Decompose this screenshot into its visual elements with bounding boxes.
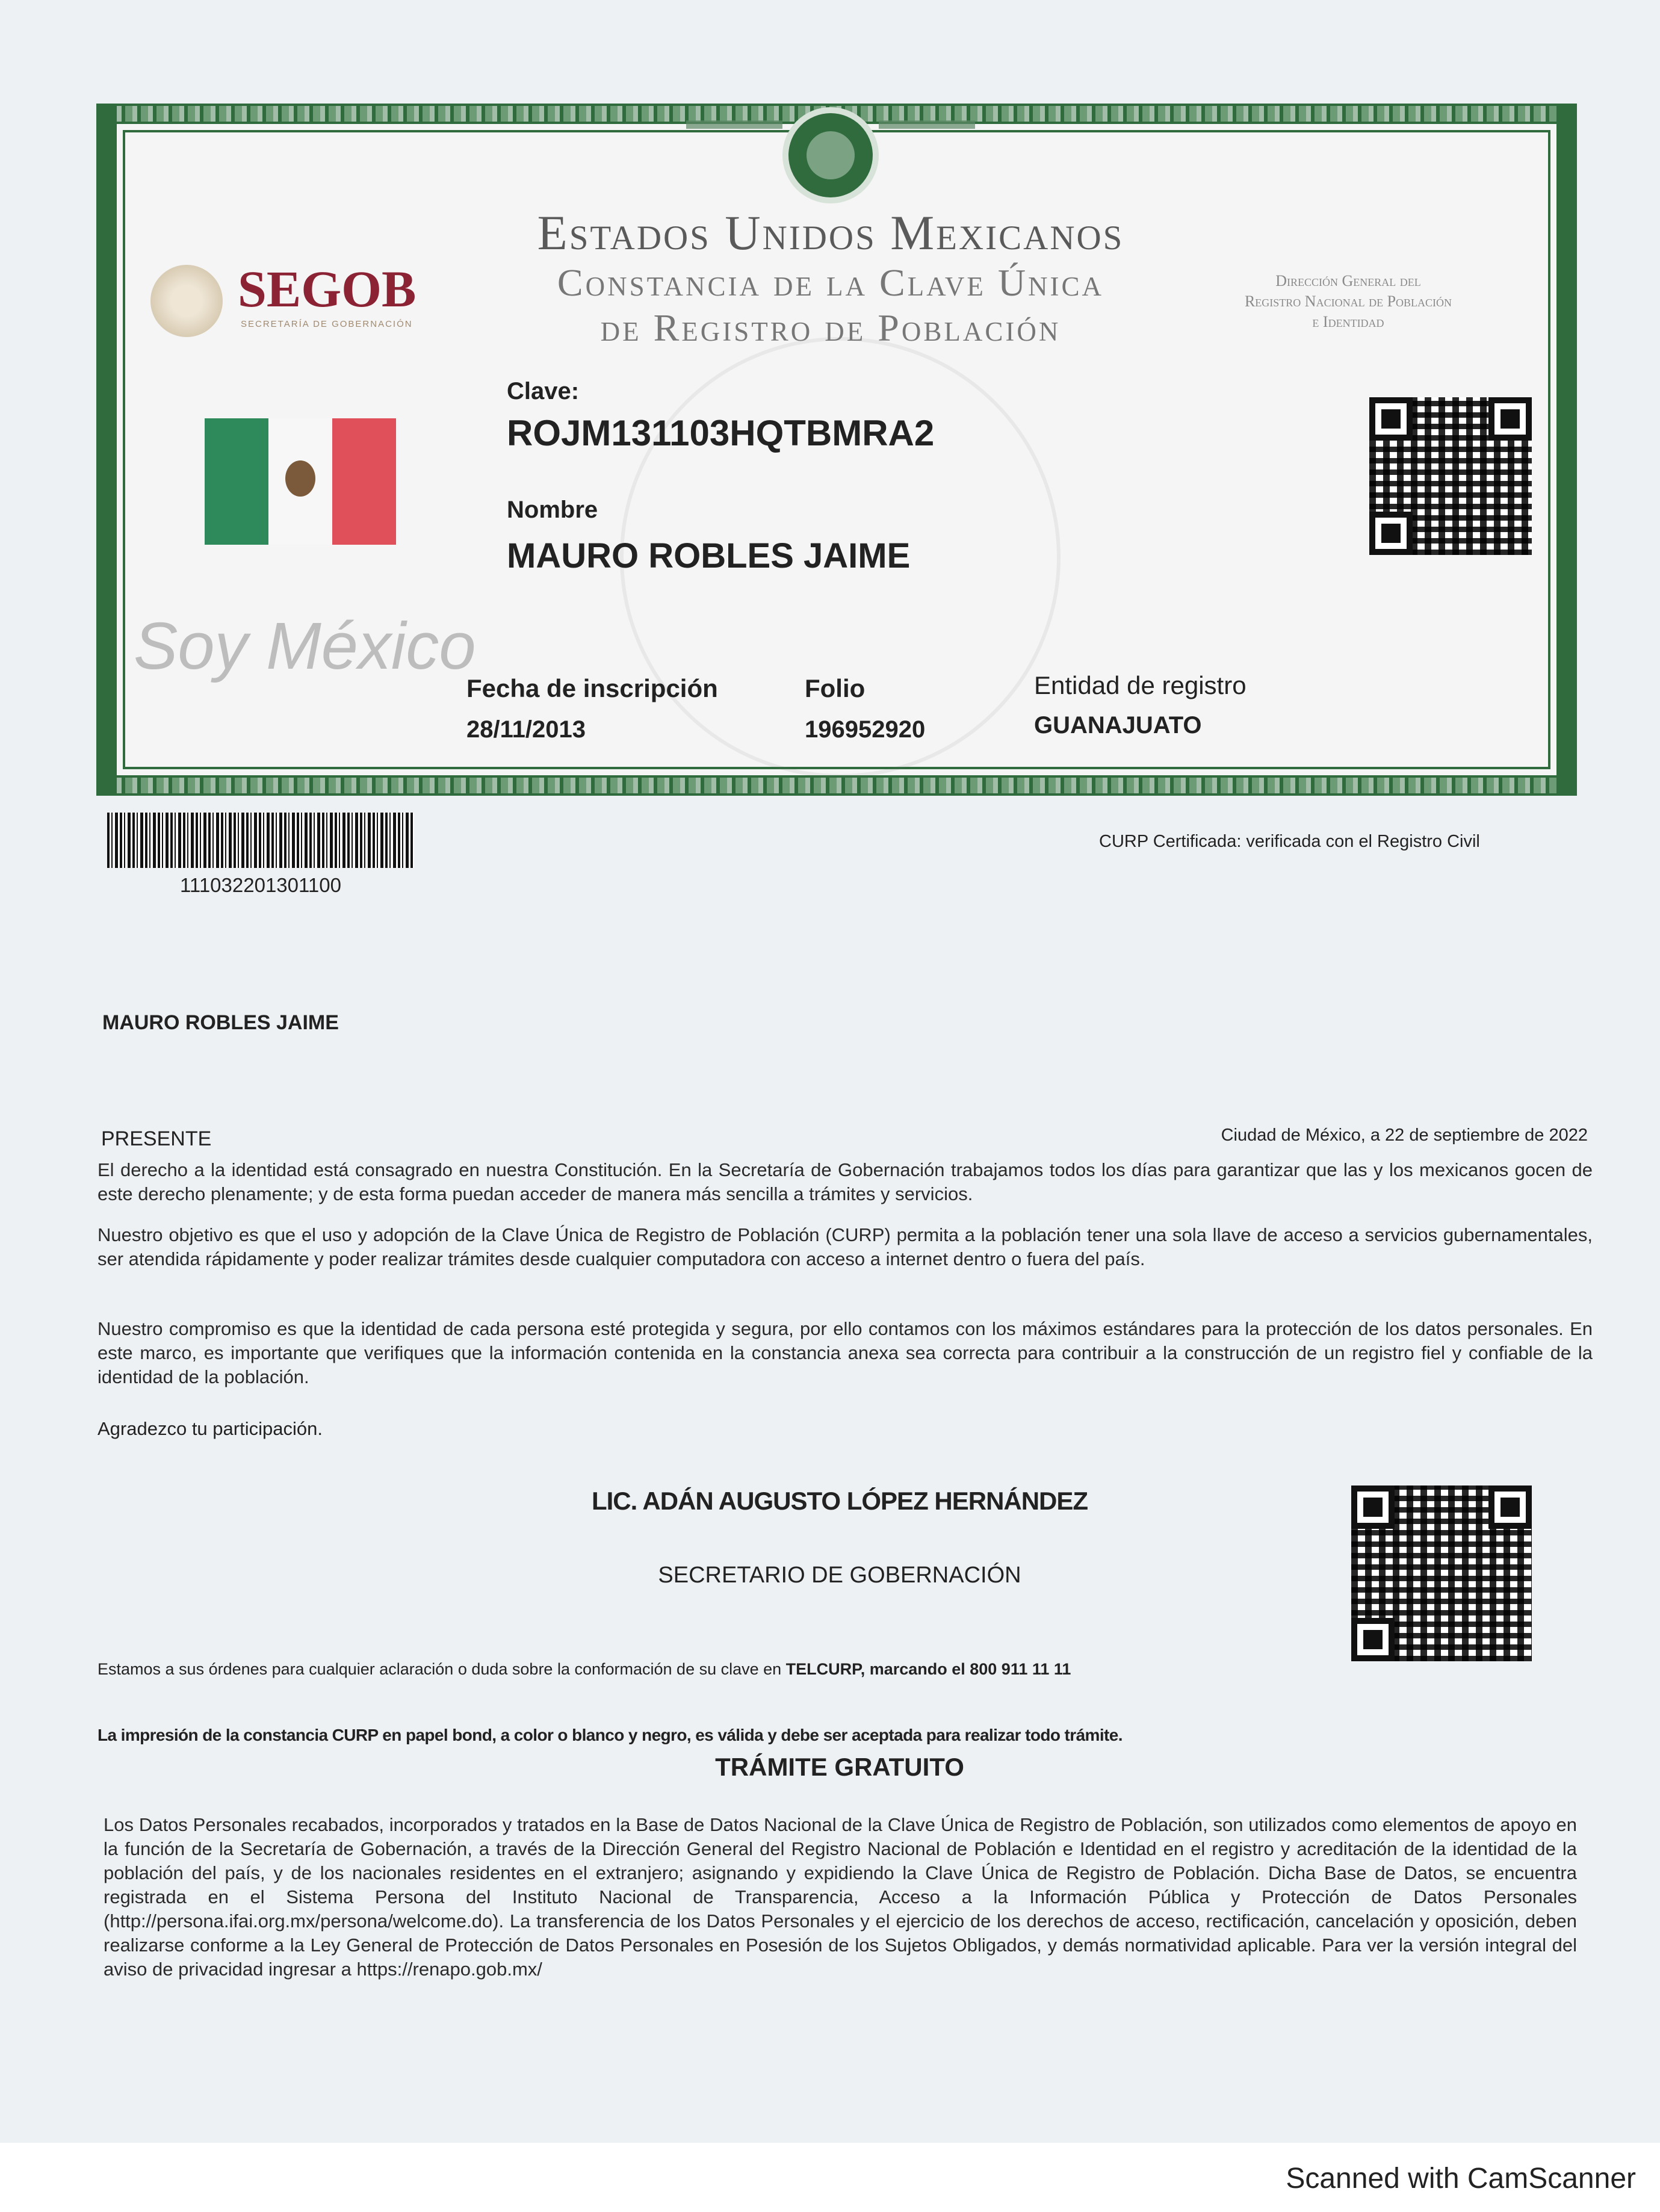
camscanner-label: Scanned with CamScanner <box>1286 2163 1636 2195</box>
certificate-qr-code <box>1369 397 1532 555</box>
folio-value: 196952920 <box>805 716 926 743</box>
country-title: Estados Unidos Mexicanos <box>537 205 1124 260</box>
nombre-value: MAURO ROBLES JAIME <box>507 536 911 575</box>
tramite-gratuito: TRÁMITE GRATUITO <box>715 1753 964 1781</box>
fecha-value: 28/11/2013 <box>466 716 586 743</box>
privacy-notice: Los Datos Personales recabados, incorporados y tratados en la Base de Datos Nacional de la Clave Única de Registro de Población, son utilizados como elementos de apoyo en la función de la Secretaría de Gobernación, a través de la Dirección General del Registro Nacional de Población e Identidad en el registro y acreditación de la identidad de la población del país, y de los nacionales residentes en el extranjero; asignando y expidiendo la Clave Única de Registro de Población. Dicha Base de Datos, se encuentra registrada en el Sistema Persona del Instituto Nacional de Transparencia, Acceso a la Información Pública y Protección de Datos Personales (http://persona.ifai.org.mx/persona/welcome.do). La transferencia de los Datos Personales y el ejercicio de los derechos de acceso, rectificación, cancelación y oposición, deben realizarse conforme a la Ley General de Protección de Datos Personales en Posesión de los Sujetos Obligados, y demás normatividad aplicable. Para ver la versión integral del aviso de privacidad ingresar a https://renapo.gob.mx/ <box>104 1814 1577 1980</box>
contact-line <box>98 1660 1071 1679</box>
entidad-label: Entidad de registro <box>1034 671 1247 699</box>
segob-emblem-icon <box>150 265 223 337</box>
folio-label: Folio <box>805 674 866 702</box>
letter-paragraph-1: El derecho a la identidad está consagrado en nuestra Constitución. En la Secretaría de Gobernación trabajamos todos los días para garantizar que las y los mexicanos gocen de este derecho plenamente; y de esta forma puedan acceder de manera más sencilla a trámites y servicios. <box>98 1159 1593 1204</box>
national-seal-icon <box>788 113 873 197</box>
clave-value: ROJM131103HQTBMRA2 <box>507 413 935 453</box>
segob-logo-text: SEGOB <box>238 260 417 318</box>
bottom-border-pattern <box>117 778 1556 793</box>
barcode <box>107 813 414 868</box>
direccion-line2: Registro Nacional de Población <box>1244 293 1452 310</box>
entidad-value: GUANAJUATO <box>1034 712 1202 739</box>
flag-green-stripe <box>205 418 268 545</box>
barcode-number: 111032201301100 <box>180 874 341 896</box>
impression-note: La impresión de la constancia CURP en papel bond, a color o blanco y negro, es válida y debe ser aceptada para realizar todo trámite. <box>98 1726 1123 1744</box>
document-title-line1: Constancia de la Clave Única <box>557 261 1104 304</box>
curp-certificada-note: CURP Certificada: verificada con el Registro Civil <box>1099 832 1480 851</box>
letter-recipient: MAURO ROBLES JAIME <box>102 1011 339 1034</box>
mexico-flag <box>205 418 396 545</box>
fecha-label: Fecha de inscripción <box>466 674 718 702</box>
flag-eagle-icon <box>285 460 315 497</box>
presente-label: PRESENTE <box>101 1127 212 1150</box>
letter-qr-code <box>1351 1486 1532 1661</box>
signer-title: SECRETARIO DE GOBERNACIÓN <box>658 1563 1021 1588</box>
soy-mexico-slogan: Soy México <box>134 609 476 683</box>
letter-thanks: Agradezco tu participación. <box>98 1418 323 1439</box>
telcurp-phone: TELCURP, marcando el 800 911 11 11 <box>785 1660 1071 1678</box>
direccion-line1: Dirección General del <box>1275 272 1421 290</box>
contact-prefix: Estamos a sus órdenes para cualquier aclaración o duda sobre la conformación de su clave en <box>98 1660 786 1678</box>
letter-paragraph-2: Nuestro objetivo es que el uso y adopción de la Clave Única de Registro de Población (CURP) permita a la población tener una sola llave de acceso a servicios gubernamentales, ser atendida rápidamente y poder realizar trámites desde cualquier computadora con acceso a internet dentro o fuera del país. <box>98 1224 1593 1269</box>
segob-subtitle: SECRETARÍA DE GOBERNACIÓN <box>241 319 413 329</box>
letter-paragraph-3: Nuestro compromiso es que la identidad de cada persona esté protegida y segura, por ello contamos con los máximos estándares para la protección de los datos personales. En este marco, es importante que verifiques que la información contenida en la constancia anexa sea correcta para contribuir a la construcción de un registro fiel y confiable de la identidad de la población. <box>98 1318 1593 1387</box>
signer-name: LIC. ADÁN AUGUSTO LÓPEZ HERNÁNDEZ <box>591 1487 1088 1515</box>
nombre-label: Nombre <box>507 497 598 523</box>
direccion-line3: e Identidad <box>1312 313 1384 330</box>
document-title-line2: de Registro de Población <box>600 306 1061 349</box>
flag-red-stripe <box>332 418 396 545</box>
clave-label: Clave: <box>507 378 580 404</box>
place-date: Ciudad de México, a 22 de septiembre de 2022 <box>1221 1126 1588 1145</box>
flag-white-stripe <box>268 418 332 545</box>
direccion-general <box>1192 271 1505 332</box>
